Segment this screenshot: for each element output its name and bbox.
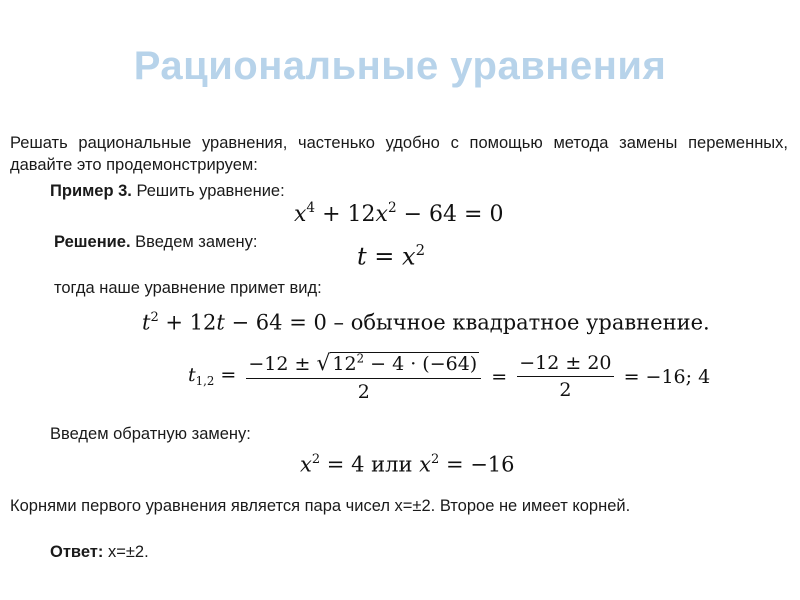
example-text: Решить уравнение:: [131, 182, 285, 200]
then-line: тогда наше уравнение примет вид:: [54, 279, 322, 297]
solution-label: Решение.: [54, 233, 131, 251]
solution-line: [54, 231, 258, 253]
intro-paragraph: Решать рациональные уравнения, частенько удобно с помощью метода замены переменных, давайте это продемонстрируем:: [10, 134, 788, 174]
quadratic-note: – обычное квадратное уравнение.: [326, 310, 710, 335]
answer-value: x=±2.: [103, 543, 149, 561]
example-line: [50, 180, 285, 202]
page-title: Рациональные уравнения: [133, 44, 667, 88]
quadratic-equation: $t^2 + 12t - 64 = 0$ – обычное квадратное уравнение.: [142, 310, 710, 335]
answer-label: Ответ:: [50, 543, 104, 561]
roots-formula: $t_{1,2}$ = $\frac{-12 \pm √ 12^2 - 4 \cdot (-64)}{2}$ = $\frac{-12 \pm 20}{2}$ = −16; 4: [188, 351, 711, 403]
answer-line: [50, 541, 149, 563]
fraction-1: $\frac{-12 \pm √ 12^2 - 4 \cdot (-64)}{2}$: [246, 353, 481, 402]
solution-text: Введем замену:: [130, 233, 258, 251]
substitution-equation: $t = x^2$: [357, 241, 426, 271]
example-label: Пример 3.: [50, 182, 132, 200]
inverse-equation: $x^2 = 4$ или $x^2 = -16$: [300, 452, 515, 477]
roots-paragraph: Корнями первого уравнения является пара чисел x=±2. Второе не имеет корней.: [10, 497, 631, 515]
fraction-2: $\frac{-12 \pm 20}{2}$: [519, 352, 612, 402]
inverse-line: Введем обратную замену:: [50, 425, 251, 443]
equation-original: $x^4 + 12x^2 - 64 = 0$: [294, 200, 504, 227]
